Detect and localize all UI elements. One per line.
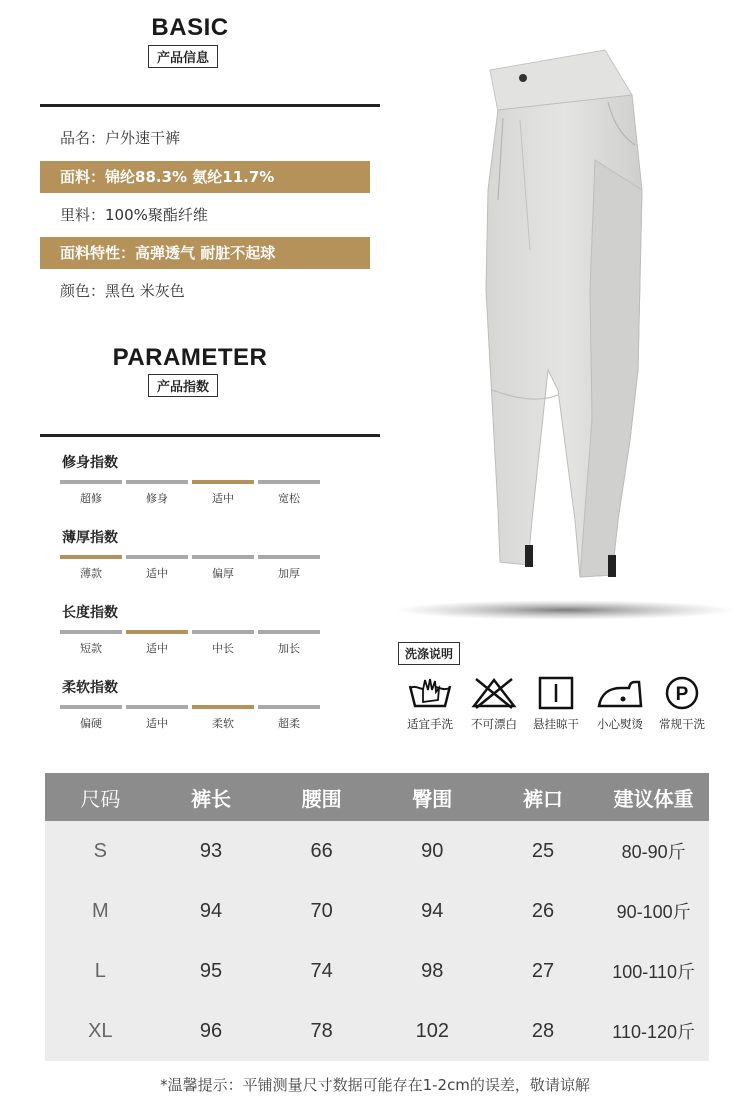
parameter-option-label: 偏厚 — [212, 567, 234, 580]
care-item — [650, 676, 714, 732]
parameter-bar — [126, 555, 188, 559]
parameter-group-label: 柔软指数 — [62, 680, 118, 696]
table-cell: 94 — [156, 881, 267, 941]
parameter-subtitle: 产品指数 — [148, 374, 218, 397]
table-row — [45, 821, 709, 881]
parameter-group-label: 修身指数 — [62, 455, 118, 471]
size-table-header-cell: 尺码 — [45, 773, 156, 821]
size-table — [45, 773, 709, 1061]
table-cell: 93 — [156, 821, 267, 881]
table-cell: M — [45, 881, 156, 941]
parameter-option-label: 偏硬 — [80, 717, 102, 730]
table-cell: XL — [45, 1001, 156, 1061]
parameter-option-label: 中长 — [212, 642, 234, 655]
table-cell: 26 — [488, 881, 599, 941]
no-bleach-icon — [462, 676, 526, 710]
parameter-bar — [126, 705, 188, 709]
table-cell: 66 — [266, 821, 377, 881]
basic-info-row: 面料：锦纶88.3% 氨纶11.7% — [40, 161, 370, 193]
parameter-option-label: 宽松 — [278, 492, 300, 505]
care-item — [524, 676, 588, 732]
product-pants-image — [380, 40, 750, 640]
table-cell: 70 — [266, 881, 377, 941]
table-cell: 90 — [377, 821, 488, 881]
care-label: 不可漂白 — [471, 717, 517, 731]
care-item — [398, 676, 462, 732]
parameter-title: PARAMETER — [112, 344, 268, 371]
low-iron-icon — [588, 676, 652, 710]
table-cell: 102 — [377, 1001, 488, 1061]
basic-info-row: 面料特性：高弹透气 耐脏不起球 — [40, 237, 370, 269]
care-item — [462, 676, 526, 732]
parameter-bar-selected — [126, 630, 188, 634]
parameter-bar — [60, 480, 122, 484]
size-table-header-cell: 裤长 — [156, 773, 267, 821]
parameter-bar — [258, 705, 320, 709]
size-table-header-cell: 建议体重 — [598, 773, 709, 821]
svg-text:P: P — [675, 684, 689, 705]
care-label: 常规干洗 — [659, 717, 705, 731]
table-cell: 25 — [488, 821, 599, 881]
table-cell: 98 — [377, 941, 488, 1001]
table-row — [45, 1001, 709, 1061]
table-cell: 74 — [266, 941, 377, 1001]
basic-title: BASIC — [151, 14, 229, 41]
parameter-option-label: 修身 — [146, 492, 168, 505]
dry-clean-p-icon — [650, 676, 714, 710]
parameter-bar — [258, 630, 320, 634]
parameter-option-label: 加厚 — [278, 567, 300, 580]
parameter-option-label: 加长 — [278, 642, 300, 655]
parameter-option-label: 适中 — [146, 717, 168, 730]
care-title: 洗涤说明 — [398, 642, 460, 665]
table-cell: 80-90斤 — [598, 821, 709, 881]
table-cell: 27 — [488, 941, 599, 1001]
parameter-bar — [192, 630, 254, 634]
parameter-bar — [258, 555, 320, 559]
size-table-header-cell: 腰围 — [266, 773, 377, 821]
basic-info-row: 颜色：黑色 米灰色 — [60, 282, 185, 300]
parameter-bar-selected — [192, 480, 254, 484]
parameter-bar — [126, 480, 188, 484]
basic-subtitle: 产品信息 — [148, 45, 218, 68]
size-table-header-cell: 裤口 — [488, 773, 599, 821]
parameter-bar — [258, 480, 320, 484]
parameter-option-label: 适中 — [146, 642, 168, 655]
size-table-header-cell: 臀围 — [377, 773, 488, 821]
hang-dry-icon — [524, 676, 588, 710]
table-cell: 95 — [156, 941, 267, 1001]
size-table-header — [45, 773, 709, 821]
table-cell: 28 — [488, 1001, 599, 1061]
table-cell: 110-120斤 — [598, 1001, 709, 1061]
basic-info-row: 里料：100%聚酯纤维 — [60, 206, 208, 224]
table-cell: 100-110斤 — [598, 941, 709, 1001]
parameter-bar-selected — [60, 555, 122, 559]
table-row — [45, 941, 709, 1001]
parameter-option-label: 短款 — [80, 642, 102, 655]
parameter-group-label: 长度指数 — [62, 605, 118, 621]
parameter-bar — [60, 705, 122, 709]
table-row — [45, 881, 709, 941]
table-cell: 94 — [377, 881, 488, 941]
care-label: 小心熨烫 — [597, 717, 643, 731]
parameter-option-label: 超柔 — [278, 717, 300, 730]
parameter-option-label: 适中 — [146, 567, 168, 580]
parameter-bar-selected — [192, 705, 254, 709]
parameter-option-label: 适中 — [212, 492, 234, 505]
table-cell: 78 — [266, 1001, 377, 1061]
parameter-bar — [60, 630, 122, 634]
care-item — [588, 676, 652, 732]
parameter-group-label: 薄厚指数 — [62, 530, 118, 546]
table-cell: 90-100斤 — [598, 881, 709, 941]
parameter-option-label: 薄款 — [80, 567, 102, 580]
basic-divider — [40, 104, 380, 107]
hand-wash-icon — [398, 676, 462, 710]
care-label: 适宜手洗 — [407, 717, 453, 731]
table-cell: L — [45, 941, 156, 1001]
parameter-option-label: 超修 — [80, 492, 102, 505]
basic-info-row: 品名：户外速干裤 — [60, 129, 181, 147]
parameter-bar — [192, 555, 254, 559]
parameter-option-label: 柔软 — [212, 717, 234, 730]
table-cell: S — [45, 821, 156, 881]
measurement-note: *温馨提示：平铺测量尺寸数据可能存在1-2cm的误差，敬请谅解 — [160, 1076, 590, 1094]
table-cell: 96 — [156, 1001, 267, 1061]
care-label: 悬挂晾干 — [533, 717, 579, 731]
parameter-divider — [40, 434, 380, 437]
